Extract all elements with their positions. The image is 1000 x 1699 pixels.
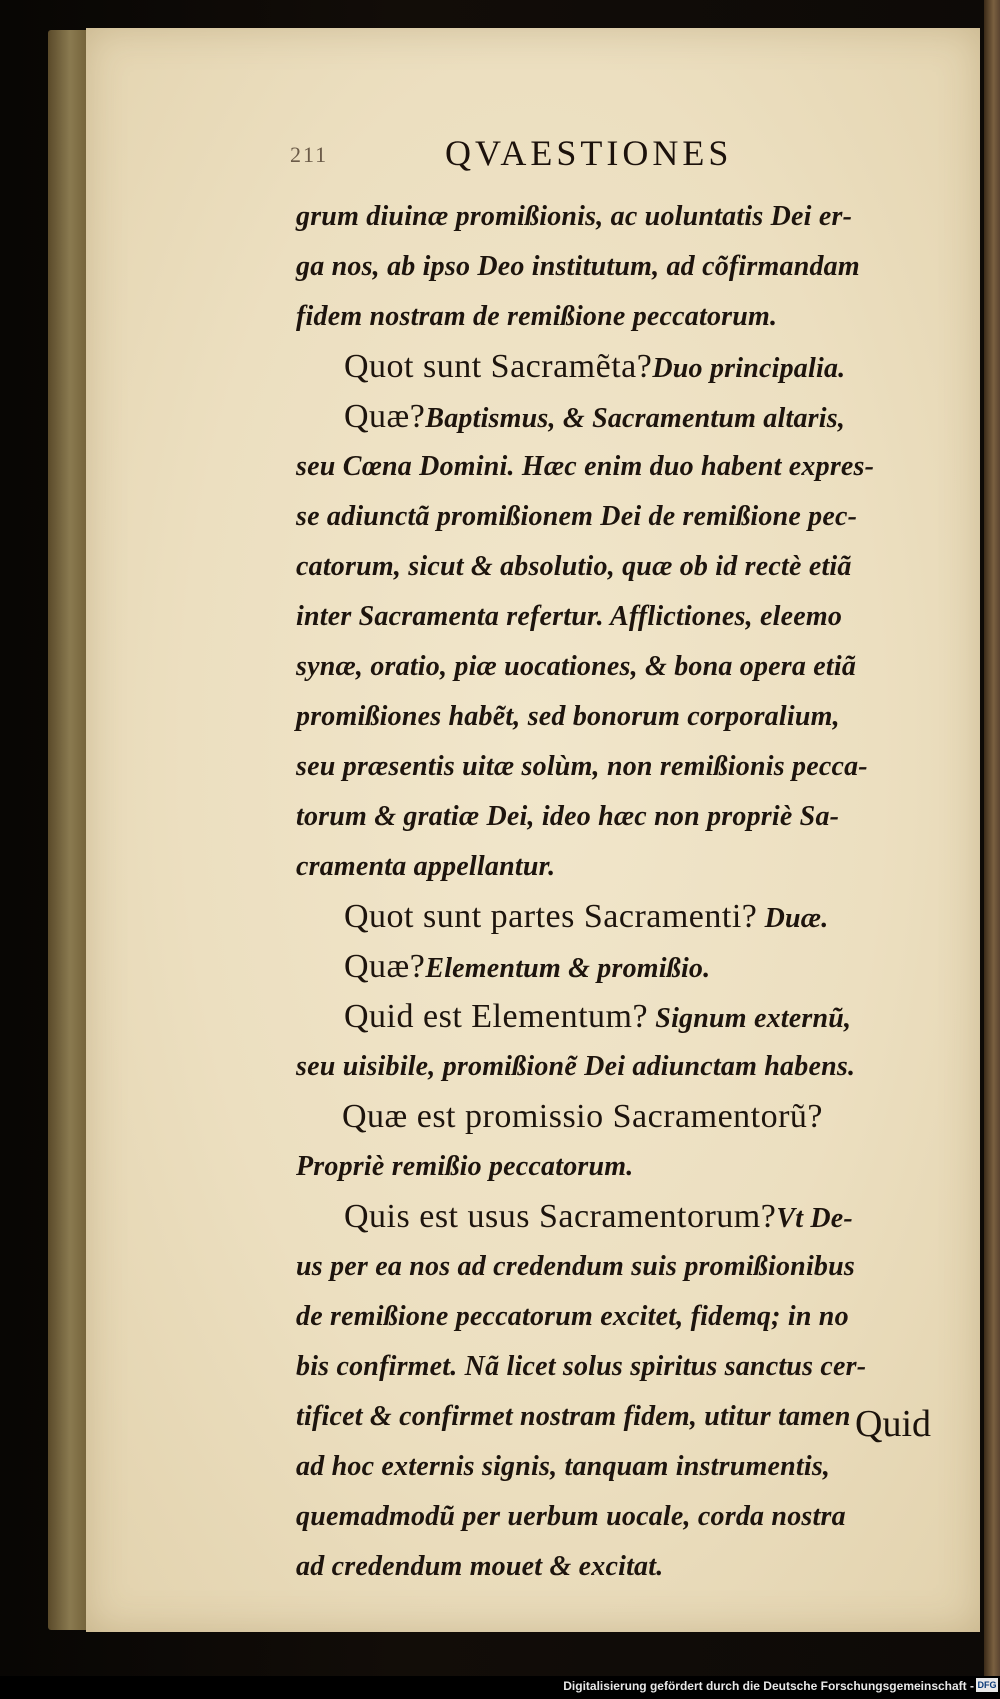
answer-text: torum & gratiæ Dei, ideo hæc non propriè Sa- (296, 801, 840, 832)
text-line (296, 1342, 956, 1392)
text-line (296, 1042, 956, 1092)
answer-text: Propriè remißio peccatorum. (296, 1151, 634, 1182)
question-text: Quæ est promissio Sacramentorũ? (342, 1098, 824, 1135)
text-line (296, 1242, 956, 1292)
book-fore-edge (984, 0, 1000, 1699)
answer-text: Elementum & promißio. (425, 953, 711, 984)
answer-text: Vt De- (776, 1203, 853, 1234)
text-line (296, 392, 956, 442)
text-line (296, 842, 956, 892)
answer-text: seu uisibile, promißionẽ Dei adiunctam habens. (296, 1051, 856, 1082)
text-line (296, 1292, 956, 1342)
question-text: Quæ? (344, 948, 426, 985)
digitization-credit: Digitalisierung gefördert durch die Deutsche Forschungsgemeinschaft - (563, 1679, 974, 1693)
answer-text: ad hoc externis signis, tanquam instrumentis, (296, 1451, 831, 1482)
text-line (296, 792, 956, 842)
page-text-block (296, 192, 956, 1592)
text-line (296, 542, 956, 592)
answer-text: cramenta appellantur. (296, 851, 556, 882)
answer-text: Duo principalia. (652, 353, 846, 384)
answer-text: ga nos, ab ipso Deo institutum, ad cõfirmandam (296, 251, 860, 282)
text-line (296, 1492, 956, 1542)
answer-text: inter Sacramenta refertur. Afflictiones, eleemo (296, 601, 843, 632)
answer-text: grum diuinæ promißionis, ac uoluntatis Dei er- (296, 201, 853, 232)
text-line (296, 992, 956, 1042)
answer-text: catorum, sicut & absolutio, quæ ob id rectè etiã (296, 551, 852, 582)
answer-text: promißiones habẽt, sed bonorum corporalium, (296, 701, 840, 732)
text-line (296, 1192, 956, 1242)
question-text: Quid est Elementum? (344, 998, 649, 1035)
catchword: Quid (855, 1403, 931, 1445)
running-head: QVAESTIONES (445, 133, 733, 173)
answer-text: de remißione peccatorum excitet, fidemq; in no (296, 1301, 849, 1332)
text-line (296, 1442, 956, 1492)
question-text: Quot sunt partes Sacramenti? (344, 898, 758, 935)
answer-text: bis confirmet. Nã licet solus spiritus sanctus cer- (296, 1351, 867, 1382)
text-line (296, 492, 956, 542)
answer-text: Signum externũ, (648, 1003, 852, 1034)
answer-text: se adiunctã promißionem Dei de remißione pec- (296, 501, 858, 532)
answer-text: quemadmodũ per uerbum uocale, corda nostra (296, 1501, 846, 1532)
question-text: Quæ? (344, 398, 426, 435)
text-line (296, 292, 956, 342)
question-text: Quis est usus Sacramentorum? (344, 1198, 777, 1235)
text-line (296, 592, 956, 642)
answer-text: synæ, oratio, piæ uocationes, & bona opera etiã (296, 651, 857, 682)
text-line (296, 642, 956, 692)
dfg-logo: DFG (977, 1680, 997, 1690)
text-line (296, 742, 956, 792)
answer-text: seu præsentis uitæ solùm, non remißionis pecca- (296, 751, 868, 782)
text-line (296, 192, 956, 242)
text-line (296, 342, 956, 392)
text-line (296, 1142, 956, 1192)
answer-text: Baptismus, & Sacramentum altaris, (425, 403, 846, 434)
text-line (296, 1092, 956, 1142)
answer-text: fidem nostram de remißione peccatorum. (296, 301, 778, 332)
text-line (296, 242, 956, 292)
answer-text: tificet & confirmet nostram fidem, utitur tamen (296, 1401, 851, 1432)
text-line (296, 442, 956, 492)
text-line (296, 692, 956, 742)
answer-text: ad credendum mouet & excitat. (296, 1551, 664, 1582)
answer-text: seu Cœna Domini. Hæc enim duo habent expres- (296, 451, 875, 482)
text-line (296, 942, 956, 992)
answer-text: us per ea nos ad credendum suis promißionibus (296, 1251, 855, 1282)
text-line (296, 1542, 956, 1592)
text-line (296, 892, 956, 942)
question-text: Quot sunt Sacramẽta? (344, 348, 653, 385)
answer-text: Duæ. (757, 903, 829, 934)
page-number: 211 (290, 142, 329, 167)
